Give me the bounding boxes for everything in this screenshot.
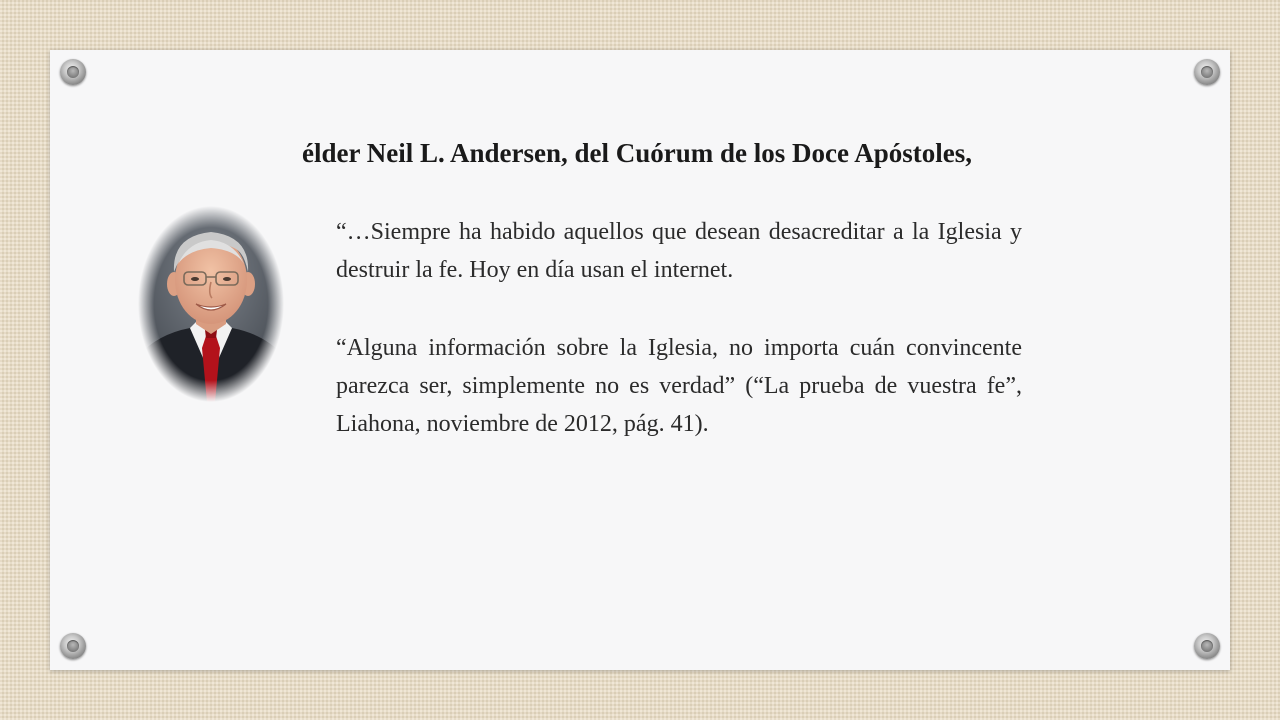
speaker-portrait [138,206,284,402]
rivet-icon [60,59,86,85]
quote-paragraph-1: “…Siempre ha habido aquellos que desean desacreditar a la Iglesia y destruir la fe. Hoy en día usan el internet. [336,219,1022,283]
slide-card [50,50,1230,670]
rivet-icon [60,633,86,659]
portrait-illustration [138,206,284,402]
slide-heading: élder Neil L. Andersen, del Cuórum de los Doce Apóstoles, [302,138,972,168]
quote-paragraph-2: “Alguna información sobre la Iglesia, no importa cuán convincente parezca ser, simplemente no es verdad” (“La prueba de vuestra fe”, Liahona, noviembre de 2012, pág. 41). [336,335,1022,437]
rivet-icon [1194,59,1220,85]
rivet-icon [1194,633,1220,659]
